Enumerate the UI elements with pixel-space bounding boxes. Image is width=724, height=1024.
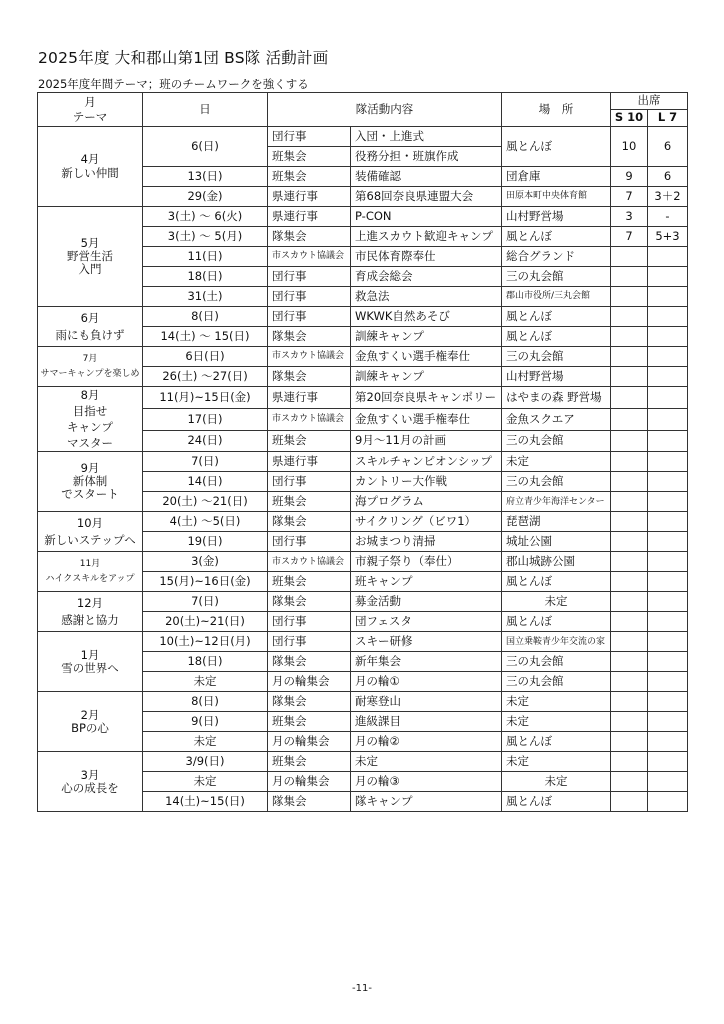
place-cell: 風とんぼ	[502, 227, 611, 247]
month-cell	[38, 207, 143, 307]
month-theme-header	[38, 93, 143, 127]
leader-count-cell	[648, 592, 688, 612]
activity-content-cell: 進級課目	[351, 712, 502, 732]
day-cell: 18(日)	[143, 267, 268, 287]
month-cell	[38, 452, 143, 512]
scout-count-cell	[611, 632, 648, 652]
activity-type-cell: 市スカウト協議会	[268, 247, 351, 267]
day-cell: 3(土) ～ 5(月)	[143, 227, 268, 247]
activity-type-cell: 隊集会	[268, 692, 351, 712]
activity-content-cell: 第20回奈良県キャンポリー	[351, 387, 502, 409]
scout-count-cell	[611, 792, 648, 812]
leader-count-cell: 6	[648, 127, 688, 167]
scout-count-cell	[611, 347, 648, 367]
activity-type-cell: 月の輪集会	[268, 672, 351, 692]
activity-content-cell: 訓練キャンプ	[351, 327, 502, 347]
table-row	[38, 692, 688, 712]
month-label: 10月	[76, 516, 104, 531]
place-cell: 総合グランド	[502, 247, 611, 267]
activity-content-cell: 団フェスタ	[351, 612, 502, 632]
leader-count-cell	[648, 367, 688, 387]
scout-count-cell	[611, 387, 648, 409]
day-cell: 14(土) ～ 15(日)	[143, 327, 268, 347]
scout-count-cell	[611, 367, 648, 387]
scout-count-cell	[611, 752, 648, 772]
activity-content-cell: 救急法	[351, 287, 502, 307]
day-cell: 7(日)	[143, 592, 268, 612]
month-label: 6月	[80, 310, 100, 325]
scout-count-cell	[611, 612, 648, 632]
day-cell: 未定	[143, 772, 268, 792]
table-row	[38, 347, 688, 367]
activity-type-cell: 隊集会	[268, 792, 351, 812]
leader-count-cell	[648, 672, 688, 692]
activity-type-cell: 団行事	[268, 472, 351, 492]
day-cell: 29(金)	[143, 187, 268, 207]
activity-plan-table	[37, 92, 688, 812]
place-cell: 風とんぼ	[502, 792, 611, 812]
activity-content-cell: 海プログラム	[351, 492, 502, 512]
leader-count-cell	[648, 792, 688, 812]
activity-type-cell: 隊集会	[268, 327, 351, 347]
month-theme: ハイクスキルをアップ	[45, 573, 135, 584]
day-cell: 26(土) ～27(日)	[143, 367, 268, 387]
day-cell: 15(月)~16日(金)	[143, 572, 268, 592]
page-title: 2025年度 大和郡山第1団 BS隊 活動計画	[38, 49, 329, 67]
leader-count-cell	[648, 452, 688, 472]
leader-count-cell	[648, 492, 688, 512]
scout-count-cell: 10	[611, 127, 648, 167]
leader-count-cell: 6	[648, 167, 688, 187]
activity-type-cell: 団行事	[268, 267, 351, 287]
leader-count-cell	[648, 430, 688, 452]
leader-count-cell	[648, 532, 688, 552]
leader-count-cell: 3＋2	[648, 187, 688, 207]
place-cell: 城址公園	[502, 532, 611, 552]
place-cell: 金魚スクエア	[502, 408, 611, 430]
day-cell: 24(日)	[143, 430, 268, 452]
scout-count-cell	[611, 472, 648, 492]
place-cell: 未定	[502, 772, 611, 792]
activity-content-cell: 9月～11月の計画	[351, 430, 502, 452]
activity-content-cell: 班キャンプ	[351, 572, 502, 592]
activity-content-cell: 訓練キャンプ	[351, 367, 502, 387]
scout-count-cell	[611, 652, 648, 672]
day-cell: 13(日)	[143, 167, 268, 187]
activity-type-cell: 団行事	[268, 307, 351, 327]
day-cell: 10(土)~12日(月)	[143, 632, 268, 652]
place-cell: 風とんぼ	[502, 732, 611, 752]
month-theme: 新しいステップへ	[44, 532, 136, 547]
month-label: 12月	[76, 596, 104, 611]
leader-count-header: L 7	[648, 110, 688, 127]
leader-count-cell	[648, 287, 688, 307]
leader-count-cell	[648, 387, 688, 409]
table-row	[38, 207, 688, 227]
scout-count-cell: 3	[611, 207, 648, 227]
place-cell: 団倉庫	[502, 167, 611, 187]
leader-count-cell	[648, 472, 688, 492]
activity-content-cell: 市民体育際奉仕	[351, 247, 502, 267]
table-row	[38, 632, 688, 652]
activity-content-cell: 装備確認	[351, 167, 502, 187]
activity-content-cell: 未定	[351, 752, 502, 772]
place-cell: 山村野営場	[502, 207, 611, 227]
scout-count-cell	[611, 692, 648, 712]
activity-type-cell: 県連行事	[268, 207, 351, 227]
activity-type-cell: 市スカウト協議会	[268, 408, 351, 430]
month-label: 3月	[80, 767, 100, 782]
table-row	[38, 552, 688, 572]
day-cell: 未定	[143, 672, 268, 692]
day-cell: 14(土)~15(日)	[143, 792, 268, 812]
month-theme: 野営生活	[67, 248, 113, 263]
leader-count-cell: -	[648, 207, 688, 227]
leader-count-cell	[648, 612, 688, 632]
scout-count-cell	[611, 732, 648, 752]
activity-type-cell: 隊集会	[268, 227, 351, 247]
activity-content-cell: 入団・上進式	[351, 127, 502, 147]
activity-content-cell: 耐寒登山	[351, 692, 502, 712]
scout-count-cell	[611, 247, 648, 267]
scout-count-cell	[611, 712, 648, 732]
activity-type-cell: 県連行事	[268, 187, 351, 207]
place-cell: 三の丸会館	[502, 472, 611, 492]
scout-count-header: S 10	[611, 110, 648, 127]
activity-content-cell: 金魚すくい選手権奉仕	[351, 408, 502, 430]
table-row	[38, 512, 688, 532]
leader-count-cell: 5+3	[648, 227, 688, 247]
place-cell: 風とんぼ	[502, 612, 611, 632]
activity-type-cell: 班集会	[268, 712, 351, 732]
month-theme: 雪の世界へ	[61, 660, 119, 675]
scout-count-cell	[611, 512, 648, 532]
activity-type-cell: 班集会	[268, 147, 351, 167]
place-cell: 三の丸会館	[502, 672, 611, 692]
month-cell	[38, 552, 143, 592]
leader-count-cell	[648, 327, 688, 347]
month-label: 1月	[80, 647, 100, 662]
activity-content-cell: 募金活動	[351, 592, 502, 612]
activity-type-cell: 団行事	[268, 127, 351, 147]
leader-count-cell	[648, 732, 688, 752]
leader-count-cell	[648, 267, 688, 287]
activity-type-cell: 県連行事	[268, 387, 351, 409]
activity-content-cell: 月の輪②	[351, 732, 502, 752]
day-cell: 19(日)	[143, 532, 268, 552]
day-cell: 6日(日)	[143, 347, 268, 367]
scout-count-cell	[611, 532, 648, 552]
leader-count-cell	[648, 247, 688, 267]
month-cell	[38, 752, 143, 812]
activity-content-cell: 月の輪①	[351, 672, 502, 692]
scout-count-cell	[611, 307, 648, 327]
leader-count-cell	[648, 512, 688, 532]
theme-header: テーマ	[72, 109, 108, 124]
month-cell	[38, 347, 143, 387]
activity-type-cell: 班集会	[268, 752, 351, 772]
day-cell: 8(日)	[143, 692, 268, 712]
month-theme: 新しい仲間	[61, 165, 119, 180]
activity-type-cell: 隊集会	[268, 512, 351, 532]
activity-content-cell: 上進スカウト歓迎キャンプ	[351, 227, 502, 247]
scout-count-cell	[611, 430, 648, 452]
day-cell: 3/9(日)	[143, 752, 268, 772]
leader-count-cell	[648, 307, 688, 327]
place-cell: 国立乗鞍青少年交流の家	[502, 632, 611, 652]
activity-type-cell: 隊集会	[268, 367, 351, 387]
scout-count-cell	[611, 408, 648, 430]
place-cell: 郡山城跡公園	[502, 552, 611, 572]
month-theme-line2: キャンプ	[67, 420, 113, 435]
place-cell: 三の丸会館	[502, 430, 611, 452]
activity-content-cell: 市親子祭り（奉仕）	[351, 552, 502, 572]
place-cell: 未定	[502, 712, 611, 732]
scout-count-cell: 7	[611, 227, 648, 247]
day-cell: 20(土)~21(日)	[143, 612, 268, 632]
activity-content-cell: WKWK自然あそび	[351, 307, 502, 327]
place-cell: 風とんぼ	[502, 127, 611, 167]
place-cell: 三の丸会館	[502, 267, 611, 287]
scout-count-cell	[611, 492, 648, 512]
month-cell	[38, 512, 143, 552]
place-cell: 風とんぼ	[502, 327, 611, 347]
activity-type-cell: 月の輪集会	[268, 772, 351, 792]
month-label: 5月	[80, 235, 100, 250]
activity-type-cell: 団行事	[268, 632, 351, 652]
activity-type-cell: 班集会	[268, 167, 351, 187]
table-row	[38, 752, 688, 772]
month-theme: 新体制	[72, 474, 108, 489]
scout-count-cell	[611, 672, 648, 692]
place-cell: 山村野営場	[502, 367, 611, 387]
place-cell: 三の丸会館	[502, 652, 611, 672]
month-label: 4月	[80, 152, 100, 167]
scout-count-cell	[611, 267, 648, 287]
place-cell: 府立青少年海洋センター	[502, 492, 611, 512]
month-header: 月	[84, 94, 96, 109]
activity-type-cell: 市スカウト協議会	[268, 552, 351, 572]
month-label: 8月	[80, 388, 100, 402]
place-cell: はやまの森 野営場	[502, 387, 611, 409]
day-cell: 11(日)	[143, 247, 268, 267]
month-theme: 心の成長を	[61, 780, 119, 795]
day-cell: 11(月)~15日(金)	[143, 387, 268, 409]
activity-content-cell: 役務分担・班旗作成	[351, 147, 502, 167]
activity-type-cell: 班集会	[268, 572, 351, 592]
scout-count-cell: 7	[611, 187, 648, 207]
activity-type-cell: 月の輪集会	[268, 732, 351, 752]
month-cell	[38, 307, 143, 347]
day-cell: 17(日)	[143, 408, 268, 430]
page-number: -11-	[352, 983, 372, 994]
month-cell	[38, 127, 143, 207]
activity-content-cell: 隊キャンプ	[351, 792, 502, 812]
leader-count-cell	[648, 752, 688, 772]
month-theme: 雨にも負けず	[55, 327, 125, 342]
leader-count-cell	[648, 552, 688, 572]
day-cell: 8(日)	[143, 307, 268, 327]
activity-content-cell: カントリー大作戦	[351, 472, 502, 492]
activity-type-cell: 団行事	[268, 532, 351, 552]
scout-count-cell	[611, 552, 648, 572]
day-cell: 31(土)	[143, 287, 268, 307]
scout-count-cell: 9	[611, 167, 648, 187]
place-cell: 田原本町中央体育館	[502, 187, 611, 207]
place-header: 場 所	[502, 93, 611, 127]
activity-type-cell: 県連行事	[268, 452, 351, 472]
activity-content-cell: 金魚すくい選手権奉仕	[351, 347, 502, 367]
month-theme-line2: 入門	[78, 262, 102, 277]
month-theme: 目指せ	[72, 404, 108, 419]
activity-type-cell: 団行事	[268, 612, 351, 632]
month-theme-line2: でスタート	[61, 487, 119, 502]
leader-count-cell	[648, 347, 688, 367]
leader-count-cell	[648, 652, 688, 672]
activity-content-cell: 新年集会	[351, 652, 502, 672]
day-cell: 6(日)	[143, 127, 268, 167]
place-cell: 三の丸会館	[502, 347, 611, 367]
scout-count-cell	[611, 452, 648, 472]
place-cell: 未定	[502, 592, 611, 612]
leader-count-cell	[648, 572, 688, 592]
annual-theme: 2025年度年間テーマ；班のチームワークを強くする	[38, 77, 309, 91]
day-cell: 4(土) ～5(日)	[143, 512, 268, 532]
day-cell: 14(日)	[143, 472, 268, 492]
activity-type-cell: 市スカウト協議会	[268, 347, 351, 367]
activity-header: 隊活動内容	[268, 93, 502, 127]
month-cell	[38, 592, 143, 632]
month-theme: 感謝と協力	[61, 612, 119, 627]
month-label: 2月	[80, 707, 100, 722]
month-cell	[38, 387, 143, 452]
activity-type-cell: 班集会	[268, 430, 351, 452]
month-label: 9月	[80, 461, 100, 476]
table-row	[38, 592, 688, 612]
leader-count-cell	[648, 772, 688, 792]
day-cell: 18(日)	[143, 652, 268, 672]
scout-count-cell	[611, 572, 648, 592]
month-theme: BPの心	[71, 720, 109, 735]
activity-type-cell: 団行事	[268, 287, 351, 307]
day-cell: 3(土) ～ 6(火)	[143, 207, 268, 227]
table-row	[38, 452, 688, 472]
scout-count-cell	[611, 287, 648, 307]
leader-count-cell	[648, 632, 688, 652]
month-theme: サマーキャンプを楽しめ	[40, 368, 140, 379]
month-theme-line3: マスター	[67, 436, 113, 451]
activity-content-cell: スキルチャンピオンシップ	[351, 452, 502, 472]
activity-type-cell: 班集会	[268, 492, 351, 512]
scout-count-cell	[611, 327, 648, 347]
place-cell: 琵琶湖	[502, 512, 611, 532]
place-cell: 未定	[502, 692, 611, 712]
activity-content-cell: サイクリング（ビワ1）	[351, 512, 502, 532]
day-cell: 9(日)	[143, 712, 268, 732]
activity-type-cell: 隊集会	[268, 592, 351, 612]
leader-count-cell	[648, 712, 688, 732]
activity-content-cell: お城まつり清掃	[351, 532, 502, 552]
place-cell: 未定	[502, 452, 611, 472]
activity-content-cell: P-CON	[351, 207, 502, 227]
place-cell: 風とんぼ	[502, 307, 611, 327]
day-cell: 未定	[143, 732, 268, 752]
table-row	[38, 387, 688, 409]
activity-content-cell: 育成会総会	[351, 267, 502, 287]
activity-content-cell: スキー研修	[351, 632, 502, 652]
leader-count-cell	[648, 408, 688, 430]
month-cell	[38, 692, 143, 752]
activity-content-cell: 第68回奈良県連盟大会	[351, 187, 502, 207]
place-cell: 風とんぼ	[502, 572, 611, 592]
activity-content-cell: 月の輪③	[351, 772, 502, 792]
table-row	[38, 127, 688, 147]
month-cell	[38, 632, 143, 692]
day-cell: 20(土) ～21(日)	[143, 492, 268, 512]
leader-count-cell	[648, 692, 688, 712]
month-label: 7月	[82, 354, 98, 365]
day-cell: 3(金)	[143, 552, 268, 572]
scout-count-cell	[611, 772, 648, 792]
day-cell: 7(日)	[143, 452, 268, 472]
place-cell: 郡山市役所/三丸会館	[502, 287, 611, 307]
scout-count-cell	[611, 592, 648, 612]
activity-table-body	[38, 127, 688, 812]
place-cell: 未定	[502, 752, 611, 772]
month-label: 11月	[79, 559, 101, 570]
activity-type-cell: 隊集会	[268, 652, 351, 672]
day-header: 日	[143, 93, 268, 127]
table-row	[38, 307, 688, 327]
attendance-header: 出席	[611, 93, 688, 110]
